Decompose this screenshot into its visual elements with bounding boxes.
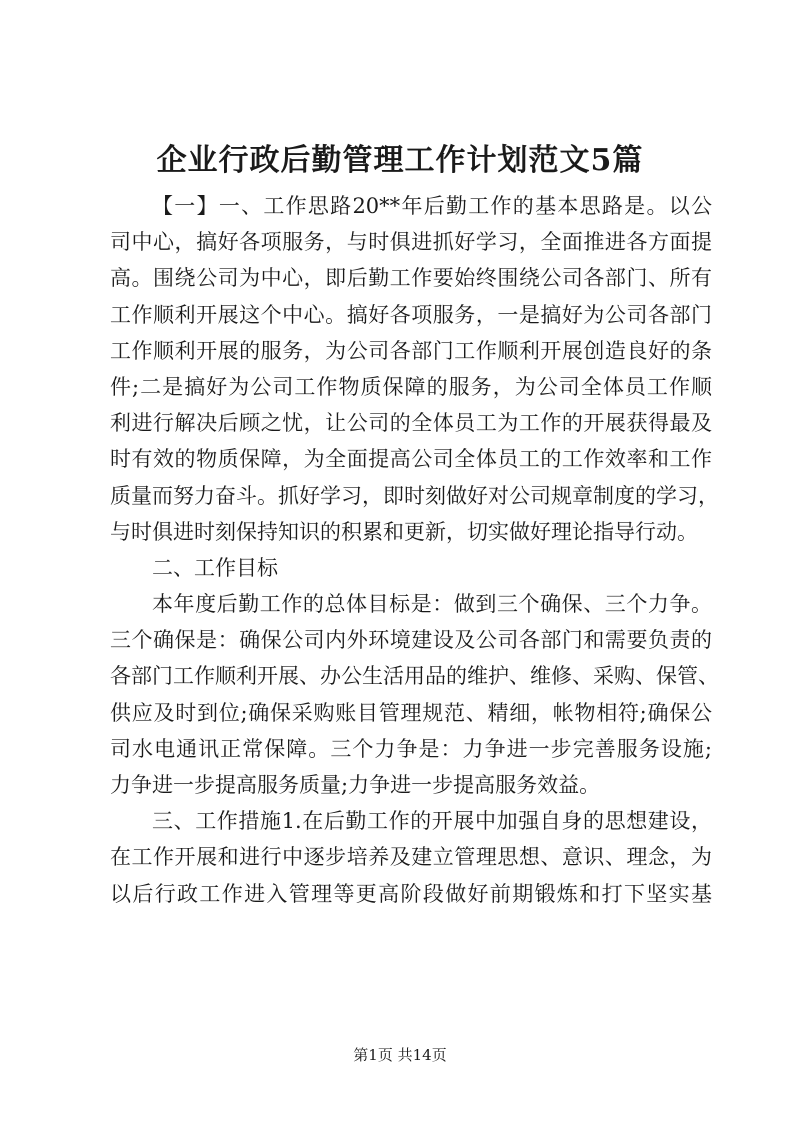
section-heading: 二、工作目标	[152, 555, 278, 580]
document-title: 企业行政后勤管理工作计划范文5篇	[156, 143, 644, 178]
body-line: 力争进一步提高服务质量;力争进一步提高服务效益。	[110, 773, 601, 797]
body-line: 与时俱进时刻保持知识的积累和更新，切实做好理论指导行动。	[110, 519, 698, 544]
document-body	[110, 188, 719, 912]
body-line: 【一】一、工作思路20**年后勤工作的基本思路是。以公	[152, 194, 712, 218]
body-line: 在工作开展和进行中逐步培养及建立管理思想、意识、理念，为	[110, 845, 712, 870]
body-line: 利进行解决后顾之忧，让公司的全体员工为工作的开展获得最及	[110, 411, 712, 436]
body-line: 三个确保是：确保公司内外环境建设及公司各部门和需要负责的	[110, 628, 712, 653]
body-line: 供应及时到位;确保采购账目管理规范、精细，帐物相符;确保公	[110, 700, 712, 725]
body-line: 三、工作措施1.在后勤工作的开展中加强自身的思想建设，	[152, 809, 712, 834]
body-line: 各部门工作顺利开展、办公生活用品的维护、维修、采购、保管、	[110, 664, 719, 689]
page-number-footer: 第1页 共14页	[353, 1046, 447, 1064]
body-line: 时有效的物质保障，为全面提高公司全体员工的工作效率和工作	[110, 447, 712, 472]
body-line: 工作顺利开展这个中心。搞好各项服务，一是搞好为公司各部门	[110, 302, 712, 327]
body-line: 件;二是搞好为公司工作物质保障的服务，为公司全体员工作顺	[110, 374, 712, 399]
body-line: 工作顺利开展的服务，为公司各部门工作顺利开展创造良好的条	[110, 338, 712, 363]
body-line: 以后行政工作进入管理等更高阶段做好前期锻炼和打下坚实基	[110, 881, 712, 906]
body-line: 质量而努力奋斗。抓好学习，即时刻做好对公司规章制度的学习，	[110, 483, 719, 508]
body-line: 司水电通讯正常保障。三个力争是：力争进一步完善服务设施;	[110, 736, 712, 761]
body-line: 司中心，搞好各项服务，与时俱进抓好学习，全面推进各方面提	[110, 230, 712, 255]
body-line: 本年度后勤工作的总体目标是：做到三个确保、三个力争。	[152, 592, 712, 617]
body-line: 高。围绕公司为中心，即后勤工作要始终围绕公司各部门、所有	[110, 266, 712, 291]
